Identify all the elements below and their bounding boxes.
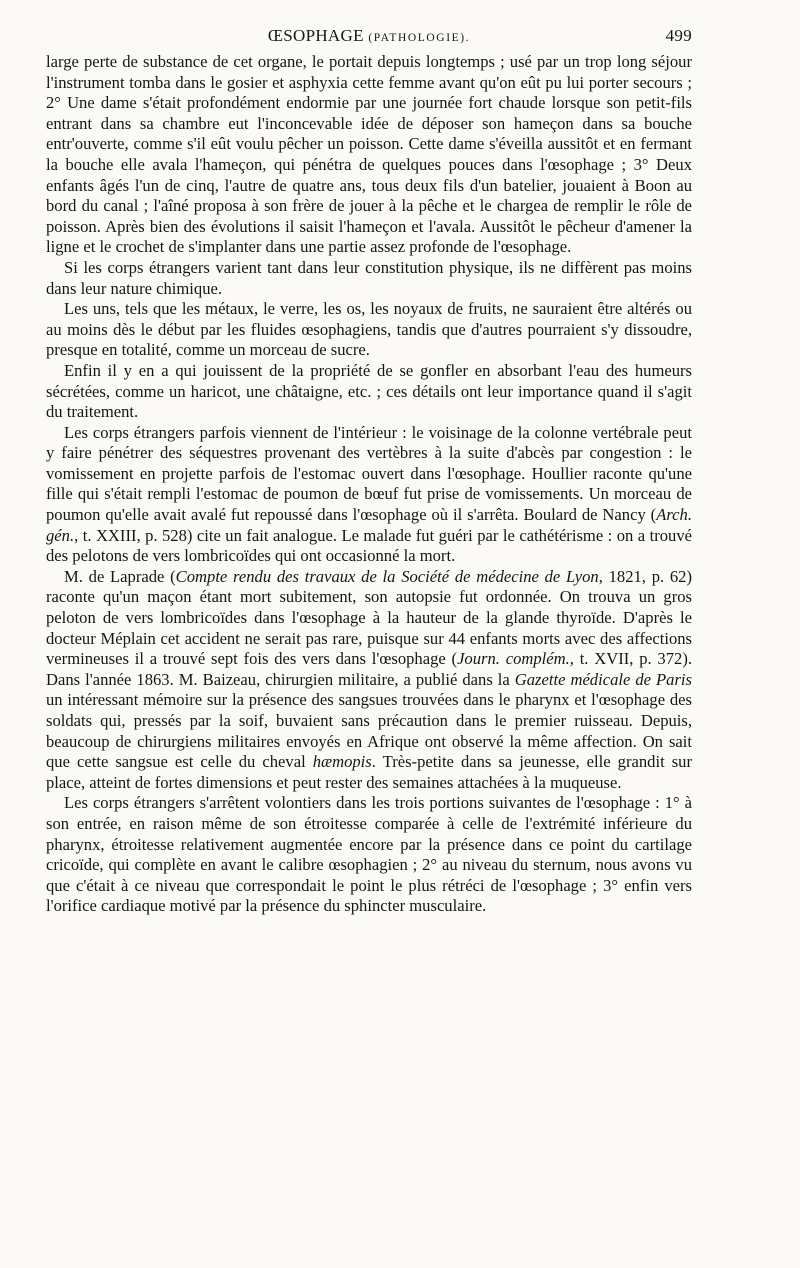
paragraph: Les corps étrangers parfois viennent de l'intérieur : le voisinage de la colonne vertébrale peut y faire pénétrer des séquestres provenant des vertèbres à la suite d'abcès par congestion : le vomissement en projette parfois de l'estomac ouvert dans l'œsophage. Houllier raconte qu'une fille qui s'était rempli l'estomac de poumon de bœuf fut prise de vomissements. Un morceau de poumon qu'elle avait avalé fut repoussé dans l'œsophage où il s'arrêta. Boulard de Nancy (Arch. gén., t. XXIII, p. 528) cite un fait analogue. Le malade fut guéri par le cathétérisme : on a trouvé des pelotons de vers lombricoïdes qui ont occasionné la mort. bbox=[46, 422, 692, 566]
species-name: hæmopis bbox=[312, 752, 372, 772]
citation: Compte rendu des travaux de la Société de médecine de Lyon bbox=[175, 566, 599, 586]
paragraph: Les corps étrangers s'arrêtent volontiers dans les trois portions suivantes de l'œsophage : 1° à son entrée, en raison même de son étroitesse comparée à celle de l'extrémité inférieure du pharynx, étroitesse relativement augmentée encore par la présence dans ce point du cartilage cricoïde, qui complète en avant le calibre œsophagien ; 2° au niveau du sternum, nous avons vu que c'était à ce niveau que correspondait le point le plus rétréci de l'œsophage ; 3° enfin vers l'orifice cardiaque motivé par la présence du sphincter musculaire. bbox=[46, 793, 692, 916]
running-title bbox=[46, 26, 692, 46]
paragraph: Si les corps étrangers varient tant dans leur constitution physique, ils ne diffèrent pas moins dans leur nature chimique. bbox=[46, 257, 692, 298]
paragraph: Les uns, tels que les métaux, le verre, les os, les noyaux de fruits, ne sauraient être altérés ou au moins dès le début par les fluides œsophagiens, tandis que d'autres pourraient s'y dissoudre, presque en totalité, comme un morceau de sucre. bbox=[46, 299, 692, 360]
page bbox=[46, 26, 692, 917]
citation: Arch. gén. bbox=[46, 505, 692, 545]
header-title: ŒSOPHAGE bbox=[267, 26, 364, 45]
header-subtitle: (PATHOLOGIE). bbox=[368, 32, 471, 44]
running-header bbox=[46, 26, 692, 52]
page-number: 499 bbox=[665, 26, 692, 45]
body-text bbox=[46, 52, 692, 917]
paragraph: M. de Laprade (Compte rendu des travaux de la Société de médecine de Lyon, 1821, p. 62) raconte qu'un maçon étant mort subitement, son autopsie fut ordonnée. On trouva un gros peloton de vers lombricoïdes dans l'œsophage à la hauteur de la glande thyroïde. D'après le docteur Méplain cet accident ne serait pas rare, puisque sur 44 enfants morts avec des affections vermineuses il a trouvé sept fois des vers dans l'œsophage (Journ. complém., t. XVII, p. 372). Dans l'année 1863. M. Baizeau, chirurgien militaire, a publié dans la Gazette médicale de Paris un intéressant mémoire sur la présence des sangsues trouvées dans le pharynx et l'œsophage des soldats qui, pressés par la soif, buvaient sans précaution dans le premier ruisseau. Depuis, beaucoup de chirurgiens militaires envoyés en Afrique ont observé la même affection. On sait que cette sangsue est celle du cheval hæmopis. Très-petite dans sa jeunesse, elle grandit sur place, atteint de fortes dimensions et peut rester des semaines attachées à la muqueuse. bbox=[46, 566, 693, 792]
citation: Journ. complém. bbox=[457, 649, 570, 669]
paragraph: large perte de substance de cet organe, le portait depuis longtemps ; usé par un trop long séjour l'instrument tomba dans le gosier et asphyxia cette femme avant qu'on eût pu lui porter secours ; 2° Une dame s'était profondément endormie par une journée fort chaude lorsque son petit-fils entrant dans sa chambre eut l'inconcevable idée de déposer son hameçon dans sa bouche entr'ouverte, comme s'il eût voulu pêcher un poisson. Cette dame s'éveilla aussitôt et en fermant la bouche elle avala l'hameçon, qui pénétra de quelques pouces dans l'œsophage ; 3° Deux enfants âgés l'un de cinq, l'autre de quatre ans, tous deux fils d'un batelier, jouaient à Boon au bord du canal ; l'aîné proposa à son frère de jouer à la pêche et le chargea de remplir le rôle de poisson. Après bien des évolutions il saisit l'hameçon et l'avala. Aussitôt le pêcheur d'amener la ligne et le crochet de s'implanter dans une partie assez profonde de l'œsophage. bbox=[46, 52, 692, 257]
citation: Gazette médicale de Paris bbox=[514, 669, 692, 689]
paragraph: Enfin il y en a qui jouissent de la propriété de se gonfler en absorbant l'eau des humeurs sécrétées, comme un haricot, une châtaigne, etc. ; ces détails ont leur importance quand il s'agit du traitement. bbox=[46, 360, 692, 422]
